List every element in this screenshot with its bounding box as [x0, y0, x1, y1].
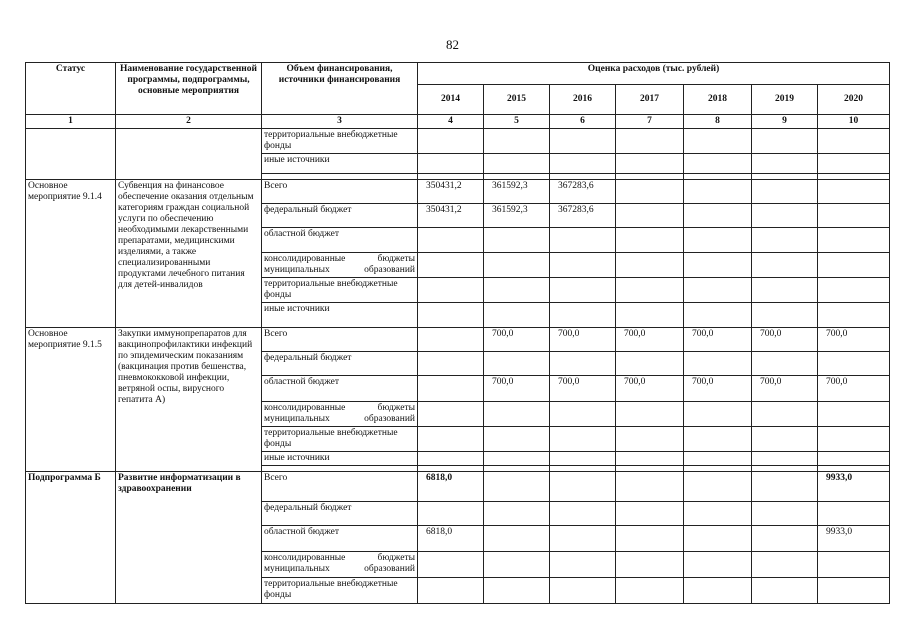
value-cell: 700,0 — [550, 376, 616, 402]
value-cell: 367283,6 — [550, 180, 616, 204]
col-number: 5 — [484, 115, 550, 129]
source-total: Всего — [262, 328, 418, 352]
col-number: 3 — [262, 115, 418, 129]
source-municipal: консолидированные бюджеты муниципальных образований — [262, 552, 418, 578]
year-2019: 2019 — [752, 85, 818, 115]
value-cell: 350431,2 — [418, 180, 484, 204]
name-cell: Развитие информатизации в здравоохранении — [116, 472, 262, 604]
value-cell — [818, 180, 890, 204]
source-funds: территориальные внебюджетные фонды — [262, 578, 418, 604]
header-status: Статус — [26, 63, 116, 115]
value-cell — [550, 526, 616, 552]
col-number: 10 — [818, 115, 890, 129]
value-cell — [616, 180, 684, 204]
source-municipal: консолидированные бюджеты муниципальных образований — [262, 402, 418, 427]
year-2016: 2016 — [550, 85, 616, 115]
name-cell: Закупки иммунопрепаратов для вакцинопрофилактики инфекций по эпидемическим показаниям (вакцинация против бешенства, пневмококковой инфекции, ветряной оспы, вирусного гепатита А) — [116, 328, 262, 472]
value-cell — [616, 472, 684, 502]
value-cell: 9933,0 — [818, 526, 890, 552]
source-other: иные источники — [262, 452, 418, 466]
col-number: 6 — [550, 115, 616, 129]
value-cell: 700,0 — [484, 328, 550, 352]
value-cell: 9933,0 — [818, 472, 890, 502]
source-total: Всего — [262, 472, 418, 502]
value-cell: 350431,2 — [418, 204, 484, 228]
header-estimate: Оценка расходов (тыс. рублей) — [418, 63, 890, 85]
source-funds: территориальные внебюджетные фонды — [262, 129, 418, 154]
col-number: 2 — [116, 115, 262, 129]
value-cell: 700,0 — [616, 376, 684, 402]
value-cell — [484, 526, 550, 552]
value-cell — [684, 472, 752, 502]
value-cell — [484, 472, 550, 502]
header-volume: Объем финансирования, источники финансирования — [262, 63, 418, 115]
col-number: 8 — [684, 115, 752, 129]
value-cell — [752, 472, 818, 502]
financing-table — [25, 62, 890, 604]
value-cell — [684, 180, 752, 204]
value-cell: 700,0 — [818, 328, 890, 352]
table-row — [26, 328, 890, 352]
value-cell: 700,0 — [752, 376, 818, 402]
value-cell: 700,0 — [818, 376, 890, 402]
source-federal: федеральный бюджет — [262, 502, 418, 526]
status-cell: Основное мероприятие 9.1.4 — [26, 180, 116, 328]
value-cell — [616, 526, 684, 552]
source-federal: федеральный бюджет — [262, 204, 418, 228]
col-number: 4 — [418, 115, 484, 129]
value-cell — [550, 472, 616, 502]
value-cell — [818, 204, 890, 228]
year-2015: 2015 — [484, 85, 550, 115]
source-other: иные источники — [262, 303, 418, 328]
value-cell: 700,0 — [684, 328, 752, 352]
source-federal: федеральный бюджет — [262, 352, 418, 376]
value-cell — [684, 526, 752, 552]
header-name: Наименование государственной программы, подпрограммы, основные мероприятия — [116, 63, 262, 115]
value-cell: 367283,6 — [550, 204, 616, 228]
col-number: 9 — [752, 115, 818, 129]
source-other: иные источники — [262, 154, 418, 174]
value-cell — [684, 204, 752, 228]
source-funds: территориальные внебюджетные фонды — [262, 427, 418, 452]
value-cell: 700,0 — [752, 328, 818, 352]
value-cell — [752, 180, 818, 204]
value-cell: 700,0 — [484, 376, 550, 402]
value-cell — [752, 204, 818, 228]
value-cell: 361592,3 — [484, 180, 550, 204]
year-2018: 2018 — [684, 85, 752, 115]
source-regional: областной бюджет — [262, 228, 418, 253]
value-cell — [752, 526, 818, 552]
value-cell — [616, 204, 684, 228]
year-2020: 2020 — [818, 85, 890, 115]
page-number: 82 — [446, 37, 459, 52]
table-row — [26, 180, 890, 204]
value-cell: 700,0 — [616, 328, 684, 352]
source-funds: территориальные внебюджетные фонды — [262, 278, 418, 303]
status-cell: Подпрограмма Б — [26, 472, 116, 604]
value-cell: 700,0 — [550, 328, 616, 352]
value-cell: 700,0 — [684, 376, 752, 402]
year-2017: 2017 — [616, 85, 684, 115]
source-regional: областной бюджет — [262, 526, 418, 552]
source-total: Всего — [262, 180, 418, 204]
source-regional: областной бюджет — [262, 376, 418, 402]
col-number: 7 — [616, 115, 684, 129]
year-2014: 2014 — [418, 85, 484, 115]
name-cell: Субвенция на финансовое обеспечение оказания отдельным категориям граждан социальной услуги по обеспечению необходимыми лекарственными препаратами, медицинскими изделиями, а также специализированными продуктами лечебного питания для детей-инвалидов — [116, 180, 262, 328]
table-row — [26, 472, 890, 502]
value-cell — [418, 376, 484, 402]
value-cell: 361592,3 — [484, 204, 550, 228]
value-cell: 6818,0 — [418, 472, 484, 502]
status-cell: Основное мероприятие 9.1.5 — [26, 328, 116, 472]
value-cell: 6818,0 — [418, 526, 484, 552]
col-number: 1 — [26, 115, 116, 129]
column-number-row — [26, 115, 890, 129]
source-municipal: консолидированные бюджеты муниципальных образований — [262, 253, 418, 278]
value-cell — [418, 328, 484, 352]
table-row — [26, 129, 890, 154]
